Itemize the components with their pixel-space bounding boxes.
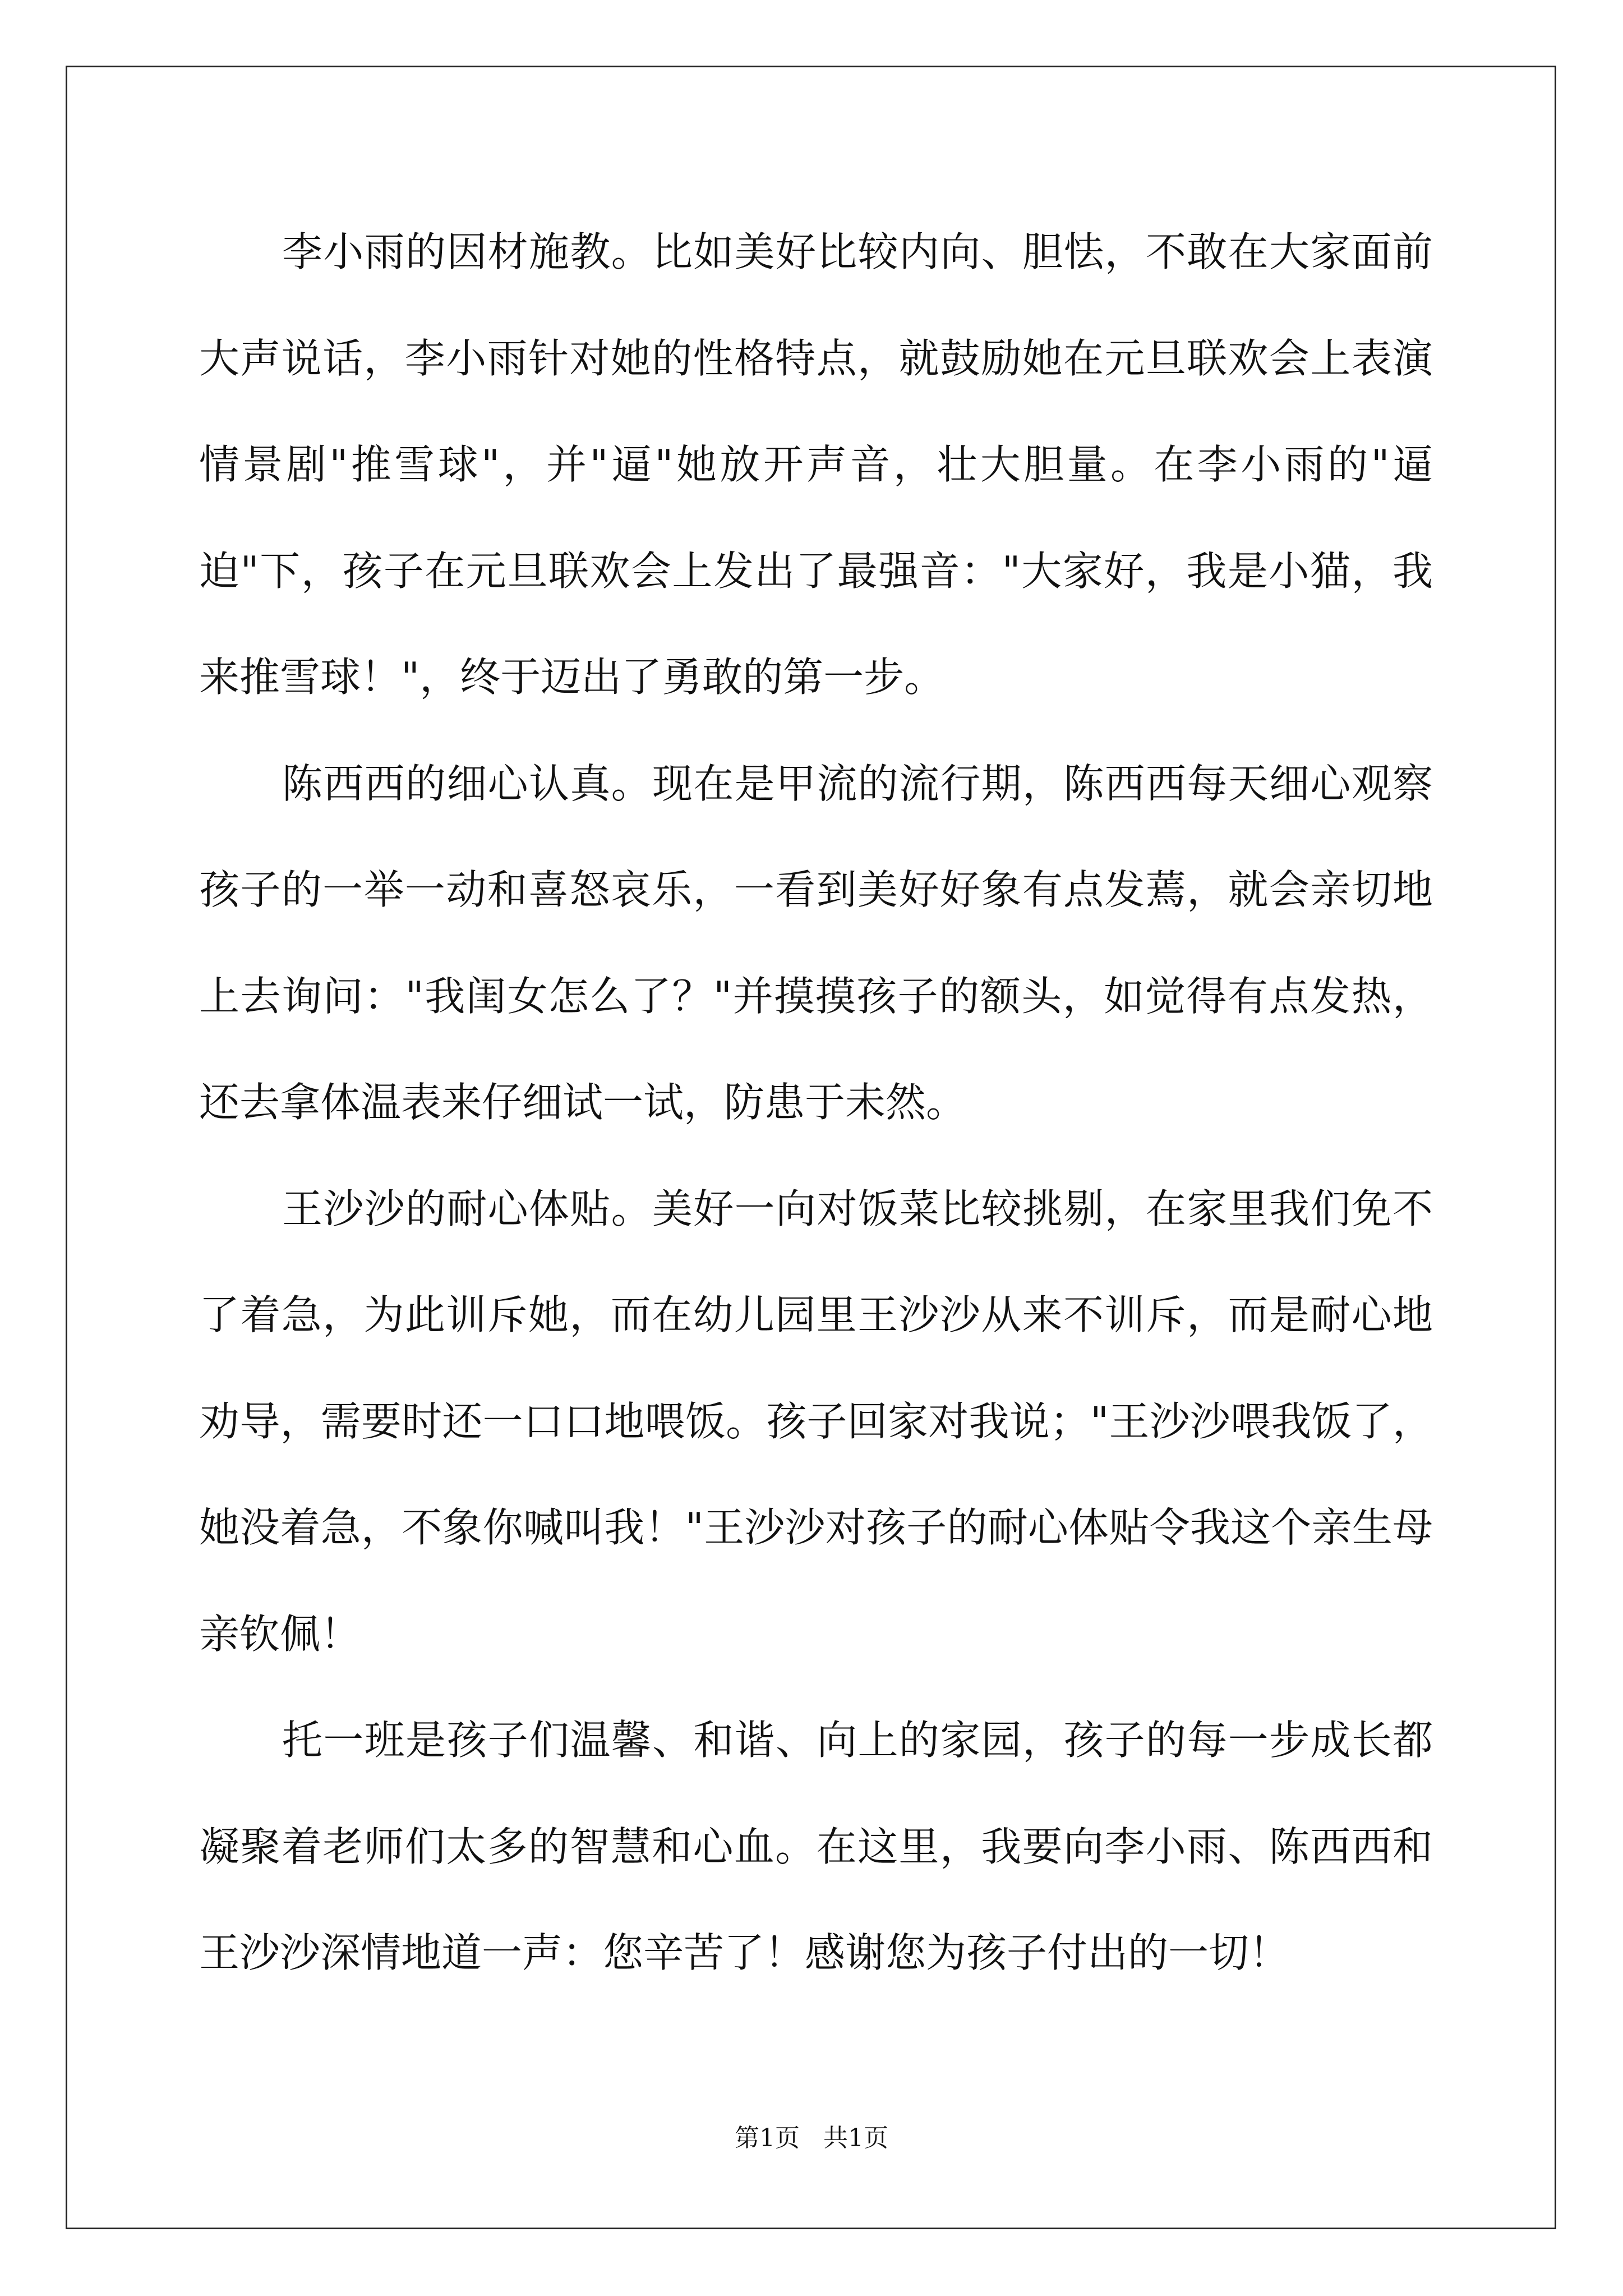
paragraph-1: 李小雨的因材施教。比如美好比较内向、胆怯，不敢在大家面前大声说话，李小雨针对她的性格特点，就鼓励她在元旦联欢会上表演情景剧"推雪球"，并"逼"她放开声音，壮大胆量。在李小雨的"逼迫"下，孩子在元旦联欢会上发出了最强音："大家好，我是小猫，我来推雪球！"，终于迈出了勇敢的第一步。 — [199, 228, 1433, 701]
paragraph-4: 托一班是孩子们温馨、和谐、向上的家园，孩子的每一步成长都凝聚着老师们太多的智慧和心血。在这里，我要向李小雨、陈西西和王沙沙深情地道一声：您辛苦了！感谢您为孩子付出的一切！ — [199, 1717, 1433, 1976]
document-body — [199, 199, 1433, 2007]
paragraph-2: 陈西西的细心认真。现在是甲流的流行期，陈西西每天细心观察孩子的一举一动和喜怒哀乐，一看到美好好象有点发蔫，就会亲切地上去询问："我闺女怎么了？"并摸摸孩子的额头，如觉得有点发热，还去拿体温表来仔细试一试，防患于未然。 — [199, 760, 1433, 1126]
paragraph-3: 王沙沙的耐心体贴。美好一向对饭菜比较挑剔，在家里我们免不了着急，为此训斥她，而在幼儿园里王沙沙从来不训斥，而是耐心地劝导，需要时还一口口地喂饭。孩子回家对我说；"王沙沙喂我饭了，她没着急，不象你喊叫我！"王沙沙对孩子的耐心体贴令我这个亲生母亲钦佩！ — [199, 1185, 1433, 1658]
page-number-footer: 第1页 共1页 — [735, 2124, 888, 2152]
